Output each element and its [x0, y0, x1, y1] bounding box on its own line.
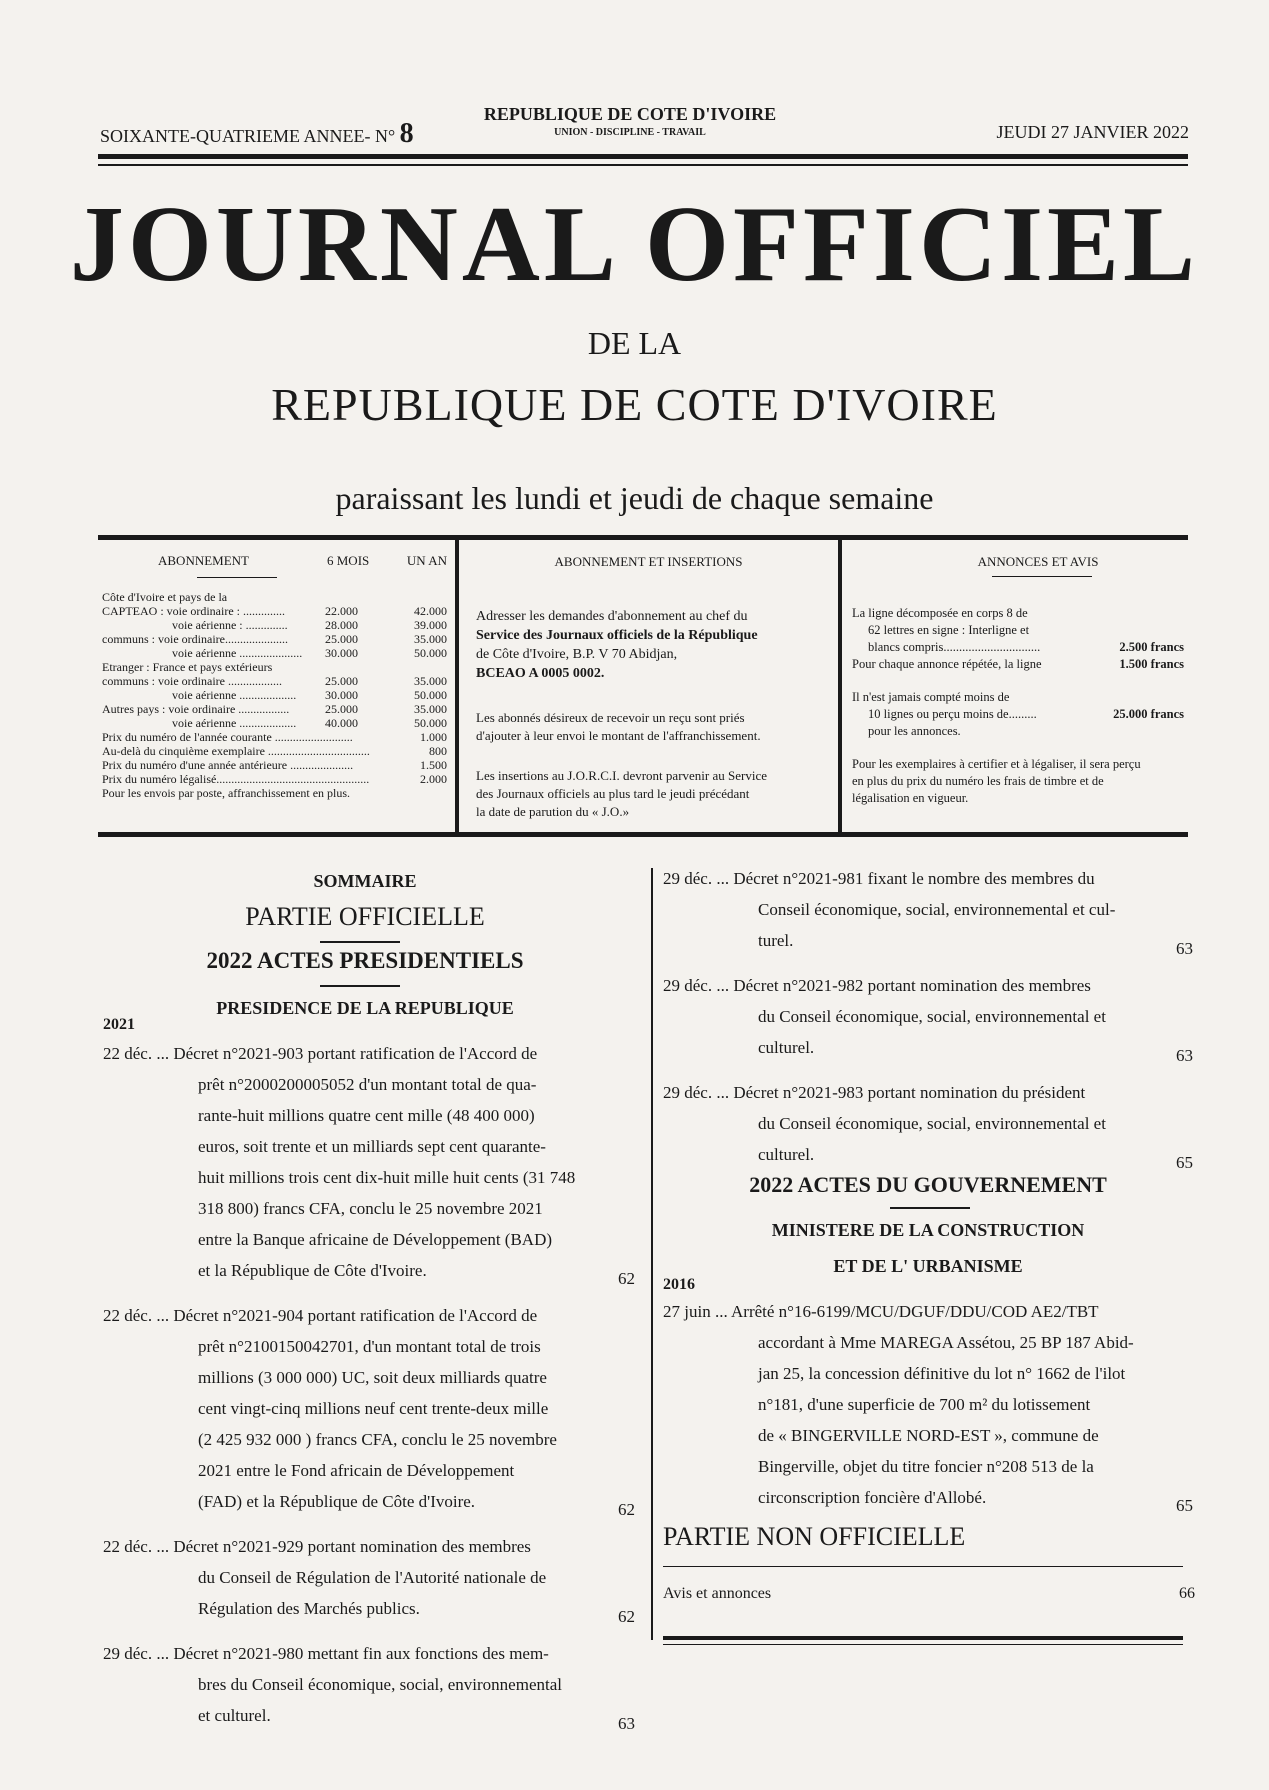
abonnement-intro: Côte d'Ivoire et pays de la	[102, 590, 228, 604]
arrete-item-line: 27 juin ... Arrêté n°16-6199/MCU/DGUF/DDU/COD AE2/TBT	[663, 1302, 1099, 1321]
masthead-title: JOURNAL OFFICIEL	[69, 185, 1200, 304]
partie-officielle-heading: PARTIE OFFICIELLE	[245, 902, 485, 931]
box-divider-1	[455, 540, 459, 832]
abonnement-row	[102, 660, 447, 674]
annonces-l2: 62 lettres en signe : Interligne et	[868, 623, 1030, 637]
decret-entry-line: Conseil économique, social, environnemental et cul-	[758, 900, 1116, 919]
insertions-p3-a: Les insertions au J.O.R.C.I. devront parvenir au Service	[476, 768, 767, 783]
masthead-de-la: DE LA	[587, 325, 682, 361]
actes-gouv-underline	[890, 1207, 970, 1209]
abonnement-prices	[102, 730, 447, 786]
abonnement-row-label: Etranger : France et pays extérieurs	[102, 660, 273, 674]
abonnement-row-6mois: 30.000	[325, 688, 358, 702]
decret-entry-line: millions (3 000 000) UC, soit deux milliards quatre	[198, 1368, 547, 1387]
arrete-entry	[663, 1296, 1193, 1527]
bottom-rule-thin	[663, 1644, 1183, 1645]
decret-entry-page: 62	[618, 1269, 635, 1288]
abonnement-row-label: CAPTEAO : voie ordinaire : ..............	[102, 604, 285, 618]
insertions-head: ABONNEMENT ET INSERTIONS	[554, 554, 743, 569]
insertions-p1-a: Adresser les demandes d'abonnement au chef du	[476, 609, 748, 624]
decret-entry-page: 62	[618, 1607, 635, 1626]
abonnement-row	[102, 618, 447, 632]
abonnement-row-unan: 50.000	[414, 688, 447, 702]
annonces-head: ANNONCES ET AVIS	[977, 554, 1099, 569]
col-un-an: UN AN	[406, 553, 447, 568]
header-rule-thin	[98, 164, 1188, 166]
abonnement-row-unan: 42.000	[414, 604, 447, 618]
arrete-item-line: jan 25, la concession définitive du lot n° 1662 de l'ilot	[758, 1364, 1126, 1383]
decret-entry-line: turel.	[758, 931, 794, 950]
price-label: Prix du numéro de l'année courante ..........................	[102, 730, 353, 744]
abonnement-row-unan: 50.000	[414, 646, 447, 660]
decret-entry-line: 318 800) francs CFA, conclu le 25 novembre 2021	[198, 1199, 543, 1218]
abonnement-row-label: voie aérienne .....................	[172, 646, 303, 660]
abonnement-section	[102, 553, 447, 800]
actes-underline	[320, 985, 400, 987]
arrete-item-line: accordant à Mme MAREGA Assétou, 25 BP 187 Abid-	[758, 1333, 1134, 1352]
abonnement-row-label: voie aérienne ...................	[172, 716, 297, 730]
abonnement-row-6mois: 25.000	[325, 674, 358, 688]
issue-number: 8	[399, 118, 414, 149]
header-republic	[440, 104, 820, 138]
decret-entry-line: culturel.	[758, 1038, 815, 1057]
decret-entry	[103, 1038, 635, 1286]
abonnement-row-6mois: 28.000	[325, 618, 358, 632]
price-label: Prix du numéro d'une année antérieure .....................	[102, 758, 354, 772]
box-bottom-rule	[98, 832, 1188, 837]
decret-entry-line: 22 déc. ... Décret n°2021-904 portant ratification de l'Accord de	[103, 1306, 538, 1325]
sommaire-column-divider	[651, 868, 653, 1640]
abonnement-row	[102, 702, 447, 716]
annonces-l7: pour les annonces.	[868, 724, 961, 738]
decret-entry-line: (2 425 932 000 ) francs CFA, conclu le 25 novembre	[198, 1430, 557, 1449]
price-row	[102, 758, 447, 772]
price-value: 800	[429, 744, 447, 758]
decret-entry-line: bres du Conseil économique, social, environnemental	[198, 1675, 562, 1694]
actes-gouvernement-heading: 2022 ACTES DU GOUVERNEMENT	[749, 1172, 1107, 1197]
decret-entry-line: entre la Banque africaine de Développement (BAD)	[198, 1230, 553, 1249]
decret-entry	[103, 1638, 635, 1731]
abonnement-row	[102, 716, 447, 730]
decret-entry	[663, 863, 1193, 956]
arrete-item-line: Bingerville, objet du titre foncier n°208 513 de la	[758, 1457, 1094, 1476]
decret-entry-line: 22 déc. ... Décret n°2021-929 portant nomination des membres	[103, 1537, 531, 1556]
sommaire-title: SOMMAIRE	[313, 871, 417, 891]
price-row	[102, 744, 447, 758]
decret-entry-line: 2021 entre le Fond africain de Développement	[198, 1461, 515, 1480]
abonnement-row-label: communs : voie ordinaire ..................	[102, 674, 282, 688]
sommaire-left-entries	[103, 1038, 635, 1745]
decret-entry	[663, 1077, 1193, 1170]
year-2016: 2016	[663, 1276, 695, 1293]
annonces-l4: Pour chaque annonce répétée, la ligne	[852, 657, 1042, 671]
abonnement-row-unan: 35.000	[414, 702, 447, 716]
abonnement-row-6mois: 40.000	[325, 716, 358, 730]
insertions-p1-c: de Côte d'Ivoire, B.P. V 70 Abidjan,	[476, 647, 678, 662]
decret-entry-line: 22 déc. ... Décret n°2021-903 portant ratification de l'Accord de	[103, 1044, 538, 1063]
abonnement-row	[102, 674, 447, 688]
decret-entry-line: 29 déc. ... Décret n°2021-980 mettant fin aux fonctions des mem-	[103, 1644, 549, 1663]
annonces-l6-value: 25.000 francs	[1113, 707, 1184, 721]
year-2021: 2021	[103, 1016, 135, 1033]
abonnement-row-6mois	[325, 660, 365, 674]
motto: UNION - DISCIPLINE - TRAVAIL	[554, 127, 706, 138]
abonnement-row	[102, 688, 447, 702]
abonnement-row-unan: 35.000	[414, 632, 447, 646]
decret-entry-page: 65	[1176, 1153, 1193, 1172]
price-label: Prix du numéro légalisé...................................................	[102, 772, 370, 786]
decret-entry	[103, 1300, 635, 1517]
insertions-p1-b: Service des Journaux officiels de la République	[476, 628, 758, 643]
abonnement-row-6mois: 22.000	[325, 604, 358, 618]
decret-entry-line: et la République de Côte d'Ivoire.	[198, 1261, 427, 1280]
year-label: SOIXANTE-QUATRIEME ANNEE- N°	[100, 126, 396, 146]
box-divider-2	[838, 540, 842, 832]
sommaire-right-entries	[663, 863, 1193, 1184]
abonnement-row	[102, 604, 447, 618]
decret-entry-line: Régulation des Marchés publics.	[198, 1599, 420, 1618]
abonnement-row-6mois: 30.000	[325, 646, 358, 660]
non-officielle-rule	[663, 1566, 1183, 1567]
decret-entry-page: 63	[618, 1714, 635, 1733]
box-top-rule	[98, 535, 1188, 540]
decret-entry-line: prêt n°2000200005052 d'un montant total de qua-	[198, 1075, 537, 1094]
arrete-item-line: de « BINGERVILLE NORD-EST », commune de	[758, 1426, 1099, 1445]
decret-entry-line: prêt n°2100150042701, d'un montant total de trois	[198, 1337, 541, 1356]
decret-entry-line: culturel.	[758, 1145, 815, 1164]
abonnement-rows	[102, 604, 447, 730]
annonces-l3: blancs compris...............................	[868, 640, 1041, 654]
abonnement-row	[102, 632, 447, 646]
price-value: 1.500	[420, 758, 447, 772]
abonnement-row-label: voie aérienne ...................	[172, 688, 297, 702]
issue-label	[100, 118, 414, 150]
abonnement-row-label: Autres pays : voie ordinaire .................	[102, 702, 290, 716]
decret-entry-line: du Conseil économique, social, environnemental et	[758, 1114, 1106, 1133]
masthead-republique: REPUBLIQUE DE COTE D'IVOIRE	[271, 379, 998, 430]
avis-et-annonces: Avis et annonces	[663, 1585, 772, 1602]
abonnement-head: ABONNEMENT	[158, 553, 249, 568]
decret-entry-line: euros, soit trente et un milliards sept cent quarante-	[198, 1137, 546, 1156]
partie-officielle-underline	[320, 941, 400, 943]
decret-entry	[663, 970, 1193, 1063]
insertions-p2-b: d'ajouter à leur envoi le montant de l'affranchissement.	[476, 728, 761, 743]
decret-entry-line: du Conseil économique, social, environnemental et	[758, 1007, 1106, 1026]
annonces-l9: en plus du prix du numéro les frais de timbre et de	[852, 774, 1104, 788]
decret-entry-line: du Conseil de Régulation de l'Autorité nationale de	[198, 1568, 547, 1587]
ministere-line-1: MINISTERE DE LA CONSTRUCTION	[771, 1220, 1085, 1240]
insertions-p1-d: BCEAO A 0005 0002.	[476, 666, 605, 681]
decret-entry-line: et culturel.	[198, 1706, 271, 1725]
price-label: Au-delà du cinquième exemplaire ..................................	[102, 744, 370, 758]
ministere-line-2: ET DE L' URBANISME	[833, 1256, 1023, 1276]
head-underline	[197, 577, 277, 578]
annonces-l10: légalisation en vigueur.	[852, 791, 969, 805]
abonnement-row-6mois: 25.000	[325, 702, 358, 716]
annonces-l8: Pour les exemplaires à certifier et à légaliser, il sera perçu	[852, 757, 1141, 771]
decret-entry-line: (FAD) et la République de Côte d'Ivoire.	[198, 1492, 476, 1511]
decret-entry-line: 29 déc. ... Décret n°2021-982 portant nomination des membres	[663, 976, 1091, 995]
insertions-p2-a: Les abonnés désireux de recevoir un reçu sont priés	[476, 710, 745, 725]
col-6-mois: 6 MOIS	[327, 553, 370, 568]
price-row	[102, 730, 447, 744]
decret-entry-line: cent vingt-cinq millions neuf cent trente-deux mille	[198, 1399, 549, 1418]
decret-entry	[103, 1531, 635, 1624]
issue-date: JEUDI 27 JANVIER 2022	[996, 122, 1189, 142]
presidence-heading: PRESIDENCE DE LA REPUBLIQUE	[216, 998, 514, 1018]
abonnement-row-6mois: 25.000	[325, 632, 358, 646]
decret-entry-page: 63	[1176, 1046, 1193, 1065]
insertions-p3-c: la date de parution du « J.O.»	[476, 804, 630, 819]
bottom-rule-thick	[663, 1636, 1183, 1640]
annonces-l4-value: 1.500 francs	[1119, 657, 1184, 671]
insertions-section	[476, 553, 821, 821]
price-value: 2.000	[420, 772, 447, 786]
price-value: 1.000	[420, 730, 447, 744]
abonnement-row	[102, 646, 447, 660]
header-rule-thick	[98, 154, 1188, 159]
abonnement-row-label: communs : voie ordinaire.....................	[102, 632, 288, 646]
arrete-item-line: circonscription foncière d'Allobé.	[758, 1488, 987, 1507]
arrete-item-page: 65	[1176, 1496, 1193, 1515]
decret-entry-line: 29 déc. ... Décret n°2021-981 fixant le nombre des membres du	[663, 869, 1095, 888]
arrete-item-line: n°181, d'une superficie de 700 m² du lotissement	[758, 1395, 1091, 1414]
publication-frequency: paraissant les lundi et jeudi de chaque semaine	[335, 480, 934, 516]
price-row	[102, 772, 447, 786]
decret-entry-line: huit millions trois cent dix-huit mille huit cents (31 748	[198, 1168, 576, 1187]
republic-name: REPUBLIQUE DE COTE D'IVOIRE	[483, 104, 777, 124]
abonnement-row-unan: 50.000	[414, 716, 447, 730]
annonces-underline	[992, 576, 1092, 577]
decret-entry-page: 62	[618, 1500, 635, 1519]
annonces-l1: La ligne décomposée en corps 8 de	[852, 606, 1028, 620]
abonnement-row-unan: 35.000	[414, 674, 447, 688]
abonnement-row-unan	[365, 660, 447, 674]
avis-page: 66	[1179, 1585, 1195, 1602]
annonces-l6: 10 lignes ou perçu moins de.........	[868, 707, 1037, 721]
annonces-section	[852, 553, 1184, 807]
arrete-item	[663, 1296, 1193, 1513]
insertions-p3-b: des Journaux officiels au plus tard le jeudi précédant	[476, 786, 750, 801]
abonnement-footer: Pour les envois par poste, affranchissement en plus.	[102, 786, 351, 800]
decret-entry-line: rante-huit millions quatre cent mille (48 400 000)	[198, 1106, 535, 1125]
abonnement-row-label: voie aérienne : ..............	[172, 618, 288, 632]
abonnement-row-unan: 39.000	[414, 618, 447, 632]
annonces-l3-value: 2.500 francs	[1119, 640, 1184, 654]
partie-non-officielle-heading: PARTIE NON OFFICIELLE	[663, 1522, 966, 1551]
actes-presidentiels-heading: 2022 ACTES PRESIDENTIELS	[206, 948, 524, 973]
decret-entry-line: 29 déc. ... Décret n°2021-983 portant nomination du président	[663, 1083, 1086, 1102]
annonces-l5: Il n'est jamais compté moins de	[852, 690, 1010, 704]
decret-entry-page: 63	[1176, 939, 1193, 958]
